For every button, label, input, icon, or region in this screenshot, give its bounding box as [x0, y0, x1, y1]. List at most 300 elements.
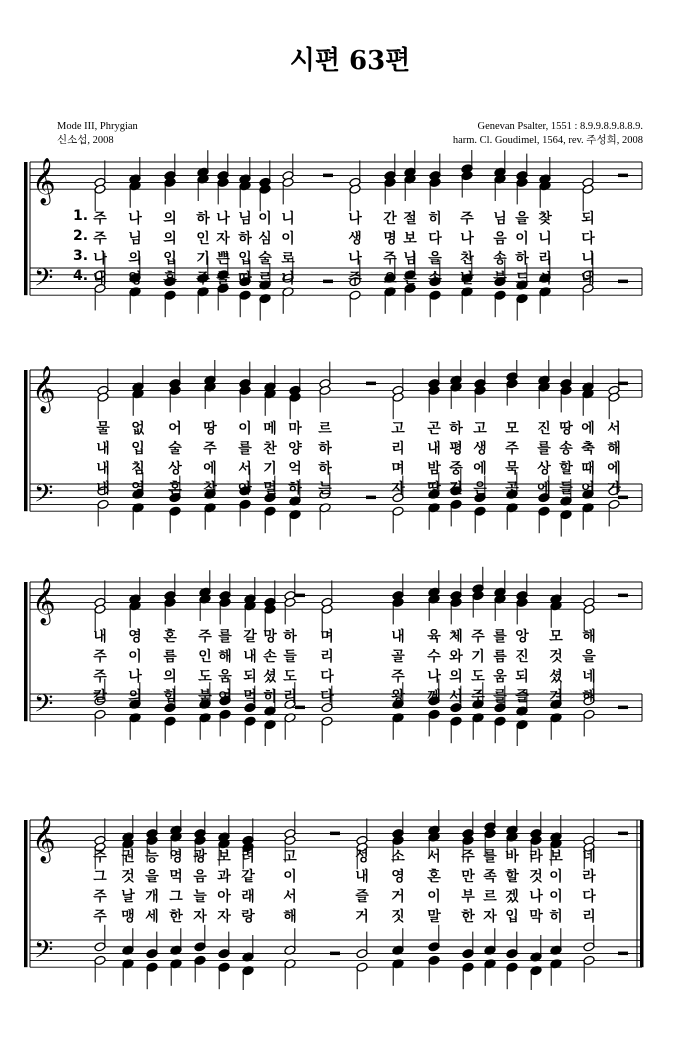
lyric-syllable: 먹 — [169, 869, 183, 885]
lyric-syllable: 먹 — [243, 689, 257, 705]
lyric-syllable: 다 — [582, 889, 596, 905]
lyric-syllable: 오 — [383, 271, 397, 287]
note — [129, 577, 141, 604]
note — [164, 154, 176, 181]
lyric-syllable: 나 — [128, 211, 142, 227]
lyric-syllable: 이 — [427, 889, 441, 905]
lyric-syllable: 한 — [461, 909, 475, 925]
note — [122, 815, 134, 842]
lyric-syllable: 거 — [391, 889, 405, 905]
lyric-syllable: 로 — [281, 251, 295, 267]
verse-line-4 — [0, 478, 700, 498]
lyric-syllable: 내 — [96, 441, 110, 457]
note — [428, 810, 440, 835]
half-rest-icon — [618, 174, 628, 178]
lyric-syllable: 에 — [473, 461, 487, 477]
lyric-syllable: 되 — [515, 669, 529, 685]
note — [284, 812, 296, 839]
lyric-syllable: 내 — [96, 461, 110, 477]
lyric-syllable: 족 — [483, 869, 497, 885]
lyric-syllable: 이 — [283, 869, 297, 885]
note — [284, 959, 296, 986]
lyric-syllable: 입 — [505, 909, 519, 925]
lyric-syllable: 하 — [196, 211, 210, 227]
lyric-syllable: 되 — [243, 669, 257, 685]
lyric-syllable: 즐 — [515, 689, 529, 705]
lyric-syllable: 골 — [391, 649, 405, 665]
lyric-syllable: 도 — [471, 669, 485, 685]
lyric-syllable: 리 — [320, 649, 334, 665]
lyric-syllable: 의 — [163, 231, 177, 247]
note — [583, 925, 595, 952]
lyric-syllable: 리 — [283, 689, 297, 705]
note — [219, 597, 231, 624]
note — [429, 177, 441, 204]
lyric-syllable: 도 — [283, 669, 297, 685]
verse-number: 1. — [73, 208, 89, 224]
note — [550, 713, 562, 740]
note — [289, 368, 301, 395]
note — [583, 818, 595, 845]
lyric-syllable: 만 — [461, 869, 475, 885]
lyric-syllable: 때 — [581, 461, 595, 477]
lyric-syllable: 를 — [493, 689, 507, 705]
meta-right — [453, 120, 643, 148]
lyric-syllable: 이 — [128, 649, 142, 665]
lyric-syllable: 혼 — [163, 629, 177, 645]
verse-line-2 — [0, 438, 700, 458]
lyric-syllable: 거 — [355, 909, 369, 925]
lyric-syllable: 르 — [483, 889, 497, 905]
note — [264, 365, 276, 392]
lyric-syllable: 고 — [283, 849, 297, 865]
lyric-syllable: 며 — [391, 461, 405, 477]
note — [461, 170, 473, 197]
note — [321, 580, 333, 607]
note — [392, 368, 404, 395]
lyric-syllable: 생 — [473, 441, 487, 457]
lyric-syllable: 내 — [427, 441, 441, 457]
music-system-4 — [0, 810, 700, 990]
lyric-syllable: 주 — [348, 271, 362, 287]
note — [539, 157, 551, 184]
lyric-syllable: 나 — [529, 889, 543, 905]
lyric-syllable: 에 — [537, 481, 551, 497]
lyric-syllable: 겨 — [549, 689, 563, 705]
half-rest-icon — [295, 594, 305, 598]
lyric-syllable: 영 — [128, 271, 142, 287]
lyric-syllable: 주 — [93, 649, 107, 665]
note — [538, 382, 550, 409]
lyric-syllable: 려 — [241, 849, 255, 865]
note — [219, 574, 231, 601]
lyric-syllable: 리 — [391, 441, 405, 457]
lyric-syllable: 서 — [238, 461, 252, 477]
lyric-syllable: 움 — [218, 669, 232, 685]
lyric-syllable: 나 — [348, 211, 362, 227]
lyric-syllable: 하 — [449, 421, 463, 437]
note — [474, 385, 486, 412]
lyric-syllable: 서 — [607, 421, 621, 437]
lyric-syllable: 하 — [238, 231, 252, 247]
lyric-syllable: 송 — [493, 251, 507, 267]
note — [199, 570, 211, 597]
verse-number: 4. — [73, 268, 89, 284]
lyric-syllable: 땅 — [427, 481, 441, 497]
lyric-syllable: 내 — [96, 481, 110, 497]
lyric-syllable: 부 — [461, 889, 475, 905]
note — [284, 928, 296, 955]
half-rest-icon — [618, 952, 628, 956]
lyric-syllable: 소 — [391, 849, 405, 865]
note — [218, 962, 230, 989]
note — [218, 815, 230, 842]
lyric-syllable: 입 — [238, 251, 252, 267]
lyric-syllable: 날 — [121, 889, 135, 905]
lyric-syllable: 이 — [281, 231, 295, 247]
lyric-syllable: 영 — [128, 629, 142, 645]
note — [356, 962, 368, 989]
lyric-syllable: 망 — [263, 629, 277, 645]
note — [197, 150, 209, 177]
lyric-syllable: 님 — [238, 211, 252, 227]
lyric-syllable: 상 — [168, 461, 182, 477]
lyric-syllable: 바 — [505, 849, 519, 865]
lyric-syllable: 나 — [128, 669, 142, 685]
lyric-syllable: 손 — [428, 271, 442, 287]
note — [239, 157, 251, 184]
lyric-syllable: 래 — [241, 889, 255, 905]
note — [284, 713, 296, 740]
note — [461, 287, 473, 314]
lyric-syllable: 그 — [93, 869, 107, 885]
note — [289, 509, 301, 536]
lyric-syllable: 양 — [288, 441, 302, 457]
note — [284, 597, 296, 624]
note — [516, 177, 528, 204]
lyric-syllable: 생 — [348, 231, 362, 247]
note — [97, 368, 109, 395]
half-rest-icon — [323, 174, 333, 178]
note — [169, 506, 181, 533]
note — [550, 601, 562, 628]
bass-clef-icon: 𝄢 — [34, 935, 54, 971]
note — [428, 385, 440, 412]
lyric-syllable: 즐 — [355, 889, 369, 905]
lyric-syllable: 를 — [483, 849, 497, 865]
lyric-syllable: 찾 — [538, 211, 552, 227]
lyric-syllable: 의 — [128, 251, 142, 267]
lyric-syllable: 의 — [128, 689, 142, 705]
lyric-syllable: 보 — [403, 231, 417, 247]
lyric-syllable: 해 — [218, 649, 232, 665]
lyric-syllable: 르 — [318, 421, 332, 437]
note — [242, 935, 254, 962]
lyric-syllable: 내 — [355, 869, 369, 885]
note — [392, 506, 404, 533]
lyric-syllable: 네 — [582, 849, 596, 865]
lyric-syllable: 자 — [193, 909, 207, 925]
note — [582, 503, 594, 530]
lyric-syllable: 를 — [537, 441, 551, 457]
lyric-syllable: 의 — [163, 669, 177, 685]
note — [506, 932, 518, 959]
verse-line-1 — [0, 626, 700, 646]
note — [506, 360, 518, 382]
lyric-syllable: 주 — [198, 629, 212, 645]
lyric-syllable: 주 — [93, 889, 107, 905]
lyric-syllable: 님 — [493, 211, 507, 227]
lyric-syllable: 고 — [391, 421, 405, 437]
mode-label: Mode III, Phrygian — [57, 121, 138, 132]
bass-clef-icon: 𝄢 — [34, 479, 54, 515]
note — [356, 932, 368, 959]
lyric-syllable: 주 — [461, 849, 475, 865]
lyric-syllable: 할 — [559, 461, 573, 477]
note — [170, 810, 182, 835]
lyric-syllable: 셨 — [263, 669, 277, 685]
lyric-syllable: 나 — [216, 211, 230, 227]
half-rest-icon — [366, 382, 376, 386]
note — [321, 716, 333, 743]
bass-clef-icon: 𝄢 — [34, 689, 54, 725]
verse-line-3 — [0, 886, 700, 906]
treble-clef-icon: 𝄞 — [32, 578, 56, 625]
lyric-syllable: 진 — [537, 421, 551, 437]
note — [428, 570, 440, 597]
note — [472, 590, 484, 617]
lyric-syllable: 주 — [471, 629, 485, 645]
note — [132, 365, 144, 392]
lyric-syllable: 어 — [168, 421, 182, 437]
note — [494, 174, 506, 201]
treble-clef-icon: 𝄞 — [32, 816, 56, 863]
note — [550, 928, 562, 955]
note — [242, 965, 254, 990]
note — [194, 955, 206, 982]
lyric-syllable: 께 — [427, 689, 441, 705]
note — [494, 150, 506, 177]
lyric-syllable: 하 — [318, 461, 332, 477]
note — [264, 389, 276, 416]
note — [506, 503, 518, 530]
lyric-syllable: 랑 — [241, 909, 255, 925]
lyric-syllable: 르 — [258, 271, 272, 287]
lyric-syllable: 해 — [582, 629, 596, 645]
lyric-syllable: 찬 — [263, 441, 277, 457]
lyric-syllable: 고 — [473, 421, 487, 437]
lyric-syllable: 에 — [607, 461, 621, 477]
lyric-syllable: 영 — [131, 481, 145, 497]
half-rest-icon — [618, 382, 628, 386]
lyric-syllable: 며 — [320, 629, 334, 645]
lyric-syllable: 멸 — [263, 481, 277, 497]
lyric-syllable: 진 — [515, 649, 529, 665]
note — [472, 713, 484, 740]
note — [129, 601, 141, 628]
half-rest-icon — [295, 706, 305, 710]
lyric-syllable: 자 — [391, 481, 405, 497]
verse-line-4 — [0, 686, 700, 706]
lyric-syllable: 주 — [93, 231, 107, 247]
treble-staff — [30, 582, 642, 609]
lyric-syllable: 메 — [263, 421, 277, 437]
note — [384, 177, 396, 204]
note — [582, 160, 594, 187]
lyric-syllable: 절 — [403, 211, 417, 227]
lyric-syllable: 곤 — [427, 421, 441, 437]
lyric-syllable: 되 — [581, 211, 595, 227]
lyric-syllable: 그 — [169, 889, 183, 905]
note — [264, 506, 276, 533]
lyric-syllable: 를 — [238, 441, 252, 457]
note — [494, 594, 506, 621]
note — [560, 385, 572, 412]
lyric-syllable: 해 — [607, 441, 621, 457]
lyric-syllable: 겠 — [505, 889, 519, 905]
lyric-syllable: 음 — [493, 231, 507, 247]
note — [392, 812, 404, 839]
lyric-syllable: 네 — [581, 271, 595, 287]
note — [506, 962, 518, 989]
note — [204, 503, 216, 530]
lyric-syllable: 니 — [281, 271, 295, 287]
lyric-syllable: 히 — [428, 211, 442, 227]
note — [164, 290, 176, 317]
note — [239, 385, 251, 412]
lyric-syllable: 마 — [288, 421, 302, 437]
lyric-syllable: 히 — [549, 909, 563, 925]
note — [94, 955, 106, 982]
note — [428, 503, 440, 530]
note — [484, 810, 496, 832]
note — [539, 181, 551, 208]
lyric-syllable: 리 — [582, 909, 596, 925]
lyric-syllable: 나 — [93, 251, 107, 267]
bass-clef-icon: 𝄢 — [34, 263, 54, 299]
note — [204, 360, 216, 385]
translator-label: 신소섭, 2008 — [57, 135, 114, 146]
lyric-syllable: 입 — [163, 251, 177, 267]
lyric-syllable: 님 — [128, 231, 142, 247]
lyric-syllable: 주 — [196, 271, 210, 287]
note — [97, 499, 109, 526]
lyric-syllable: 니 — [281, 211, 295, 227]
treble-clef-icon: 𝄞 — [32, 158, 56, 205]
lyric-syllable: 주 — [471, 689, 485, 705]
lyric-syllable: 입 — [131, 441, 145, 457]
note — [428, 362, 440, 389]
lyric-syllable: 권 — [121, 849, 135, 865]
lyric-syllable: 이 — [515, 231, 529, 247]
lyric-syllable: 리 — [538, 251, 552, 267]
verse-line-2 — [0, 646, 700, 666]
note — [170, 959, 182, 986]
note — [164, 597, 176, 624]
lyric-syllable: 성 — [355, 849, 369, 865]
lyric-syllable: 한 — [169, 909, 183, 925]
note — [539, 287, 551, 314]
lyric-syllable: 주 — [93, 211, 107, 227]
verse-line-2 — [0, 866, 700, 886]
lyric-syllable: 상 — [537, 461, 551, 477]
lyric-syllable: 이 — [549, 869, 563, 885]
note — [129, 713, 141, 740]
lyric-syllable: 주 — [93, 669, 107, 685]
note — [244, 716, 256, 743]
note — [608, 392, 620, 419]
lyric-syllable: 혼 — [163, 271, 177, 287]
lyric-syllable: 인 — [196, 231, 210, 247]
note — [428, 709, 440, 736]
note — [197, 174, 209, 201]
note — [429, 290, 441, 317]
half-rest-icon — [618, 706, 628, 710]
lyric-syllable: 를 — [218, 629, 232, 645]
lyric-syllable: 축 — [581, 441, 595, 457]
lyric-syllable: 할 — [505, 869, 519, 885]
note — [282, 177, 294, 204]
lyric-syllable: 기 — [196, 251, 210, 267]
note — [404, 174, 416, 201]
note — [217, 177, 229, 204]
lyric-syllable: 다 — [320, 669, 334, 685]
lyric-syllable: 체 — [449, 629, 463, 645]
note — [129, 157, 141, 184]
note — [132, 389, 144, 416]
note — [282, 287, 294, 314]
lyric-syllable: 술 — [258, 251, 272, 267]
lyric-syllable: 름 — [163, 649, 177, 665]
lyric-syllable: 같 — [241, 869, 255, 885]
note — [146, 932, 158, 959]
lyric-syllable: 이 — [549, 889, 563, 905]
note — [538, 506, 550, 533]
lyric-syllable: 을 — [145, 869, 159, 885]
lyric-syllable: 니 — [538, 231, 552, 247]
lyric-syllable: 밤 — [427, 461, 441, 477]
lyric-syllable: 인 — [198, 649, 212, 665]
note — [583, 580, 595, 607]
note — [506, 810, 518, 835]
lyric-syllable: 히 — [263, 689, 277, 705]
lyric-syllable: 영 — [391, 869, 405, 885]
lyric-syllable: 들 — [559, 481, 573, 497]
lyric-syllable: 앙 — [515, 629, 529, 645]
note — [560, 362, 572, 389]
note — [392, 574, 404, 601]
note — [582, 365, 594, 392]
lyric-syllable: 주 — [460, 211, 474, 227]
note — [582, 389, 594, 416]
lyric-syllable: 음 — [193, 869, 207, 885]
lyric-syllable: 자 — [483, 909, 497, 925]
note — [462, 932, 474, 959]
lyric-syllable: 은 — [473, 481, 487, 497]
lyric-syllable: 내 — [391, 629, 405, 645]
note — [217, 154, 229, 181]
lyric-syllable: 에 — [203, 461, 217, 477]
half-rest-icon — [618, 832, 628, 836]
lyric-syllable: 주 — [505, 441, 519, 457]
note — [244, 601, 256, 628]
note — [194, 925, 206, 952]
lyric-syllable: 내 — [243, 649, 257, 665]
lyric-syllable: 묵 — [505, 461, 519, 477]
lyric-syllable: 의 — [449, 669, 463, 685]
lyric-syllable: 찬 — [460, 251, 474, 267]
lyric-syllable: 주 — [203, 441, 217, 457]
